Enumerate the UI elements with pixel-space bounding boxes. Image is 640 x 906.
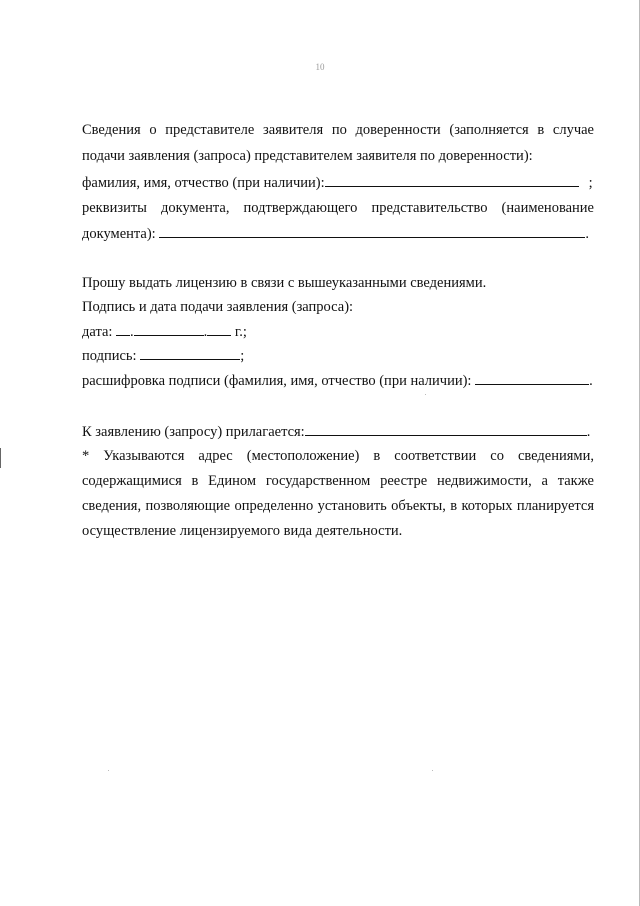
signature-end: ; xyxy=(240,348,245,364)
doc-line1: реквизиты документа, подтверждающего представительство (наименование xyxy=(82,200,594,216)
signature-blank xyxy=(140,346,240,360)
date-sep2: . xyxy=(203,324,208,340)
footnote-line3: сведения, позволяющие определенно установить объекты, в которых планируется xyxy=(82,498,594,514)
request-text: Прошу выдать лицензию в связи с вышеуказанными сведениями. xyxy=(82,275,487,291)
representative-heading-line1: Сведения о представителе заявителя по доверенности (заполняется в случае xyxy=(82,122,594,138)
attachments-label: К заявлению (запросу) прилагается: xyxy=(82,424,305,440)
attachments-end: . xyxy=(586,424,591,440)
doc-end: . xyxy=(585,226,589,242)
page-number: 10 xyxy=(315,62,325,72)
date-month-blank xyxy=(134,322,204,336)
date-year: г.; xyxy=(234,324,247,340)
footnote-line2: содержащимися в Едином государственном реестре недвижимости, а также xyxy=(82,473,594,489)
fio-label: фамилия, имя, отчество (при наличии): xyxy=(82,175,325,191)
attachments-row xyxy=(82,422,590,441)
representative-heading-line2: подачи заявления (запроса) представителем заявителя по доверенности): xyxy=(82,148,533,164)
signature-row xyxy=(82,346,244,365)
signature-label: подпись: xyxy=(82,348,137,364)
decode-blank xyxy=(475,371,589,385)
date-year-blank xyxy=(207,322,231,336)
doc-label: документа): xyxy=(82,226,156,242)
fio-blank xyxy=(325,173,579,187)
scan-speck xyxy=(432,770,433,771)
decode-end: . xyxy=(589,373,593,389)
attachments-blank xyxy=(305,422,587,436)
date-day-blank xyxy=(116,322,130,336)
date-sep1: . xyxy=(130,324,134,340)
doc-row xyxy=(82,224,589,243)
doc-blank xyxy=(159,224,585,238)
footnote-line4: осуществление лицензируемого вида деятельности. xyxy=(82,523,403,539)
fio-row xyxy=(82,173,593,192)
fio-end: ; xyxy=(588,175,593,191)
decode-label: расшифровка подписи (фамилия, имя, отчество (при наличии): xyxy=(82,373,472,389)
left-edge-mark xyxy=(0,448,1,468)
scan-speck xyxy=(425,394,426,395)
sign-heading: Подпись и дата подачи заявления (запроса): xyxy=(82,299,354,315)
decode-row xyxy=(82,371,593,390)
date-row xyxy=(82,322,247,341)
footnote-line1: * Указываются адрес (местоположение) в соответствии со сведениями, xyxy=(82,448,594,464)
scan-speck xyxy=(108,770,109,771)
date-label: дата: xyxy=(82,324,113,340)
